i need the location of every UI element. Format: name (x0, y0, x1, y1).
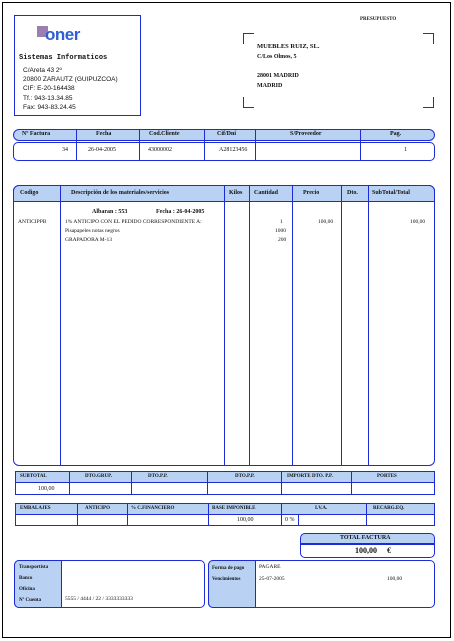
row-total: 100,00 (410, 219, 426, 225)
label-subtotal: SUBTOTAL (20, 474, 47, 479)
row-quantity: 1000 (275, 228, 286, 234)
company-cif: CIF: E-20-164438 (23, 85, 75, 92)
value-iva-percent: 0 % (285, 517, 295, 523)
company-box (14, 15, 141, 116)
due-amount: 100,00 (387, 576, 403, 582)
row-description: GRAPADORA M-13 (65, 237, 113, 243)
col-date: Fecha (96, 131, 112, 137)
label-dto-pp: DTO.P.P. (148, 474, 168, 479)
col-cif: Cif/Dni (217, 131, 237, 137)
company-address: C/Areta 43 2º (23, 67, 62, 74)
company-fax: Fax: 943-83.24.45 (23, 104, 76, 111)
col-invoice-number: Nº Factura (22, 131, 51, 137)
corner-mark (243, 33, 254, 44)
account-number: 5555 / 4444 / 22 / 3333333333 (65, 596, 133, 602)
label-recargo: RECARG.EQ. (373, 506, 405, 511)
col-price: Precio (303, 190, 320, 196)
invoice-date: 26-04-2005 (88, 147, 116, 153)
value-subtotal: 100,00 (38, 486, 55, 492)
label-portes: PORTES (377, 474, 397, 479)
row-price: 100,00 (318, 219, 334, 225)
col-description: Descripción de los materiales/servicios (71, 190, 170, 196)
corner-mark (243, 97, 254, 108)
company-logo: oner (45, 25, 80, 44)
label-vencimientos: Vencimientos (212, 577, 241, 582)
customer-name: MUEBLES RUIZ, SL. (257, 43, 320, 50)
row-quantity: 1 (280, 219, 283, 225)
corner-mark (423, 97, 434, 108)
col-subtotal: SubTotal/Total (372, 190, 410, 196)
company-city: 20800 ZARAUTZ (GUIPUZCOA) (23, 76, 118, 83)
customer-province: MADRID (257, 83, 283, 89)
label-iva: I.V.A. (315, 506, 328, 511)
label-dto-grup: DTO.GRUP. (85, 474, 112, 479)
albaran-number: Albaran : 553 (92, 209, 128, 215)
label-base-imponible: BASE IMPONIBLE (212, 506, 256, 511)
invoice-number: 34 (62, 147, 68, 153)
customer-street: C/Los Olmos, 5 (257, 54, 297, 60)
label-dto-pp-2: DTO.P.P. (235, 474, 255, 479)
col-page: Pag. (390, 131, 402, 137)
col-code: Codigo (20, 190, 39, 196)
customer-city: 28001 MADRID (257, 73, 299, 79)
company-phone: Tf.: 943-13.34.85 (23, 95, 73, 102)
document-type-label: PRESUPUESTO (360, 17, 397, 22)
col-quantity: Cantidad (254, 190, 279, 196)
client-code: 43000002 (148, 147, 172, 153)
total-factura-label: TOTAL FACTURA (340, 535, 391, 541)
row-code: ANTICIPPB (18, 219, 47, 225)
row-description: 1% ANTICIPO CON EL PEDIDO CORRESPONDIENTE A: (65, 219, 202, 225)
totals-table-1-head (15, 471, 435, 483)
total-factura-value: 100,00 (355, 546, 377, 555)
row-quantity: 200 (278, 237, 287, 243)
label-anticipo: ANTICIPO (85, 506, 111, 511)
label-transportista: Transportista (19, 565, 49, 570)
label-forma-pago: Forma de pago (212, 566, 245, 571)
col-kilos: Kilos (229, 190, 243, 196)
due-date: 25-07-2005 (259, 576, 285, 582)
label-c-financiero: % C.FINANCIERO (131, 506, 175, 511)
label-embalajes: EMBALAJES (20, 506, 51, 511)
label-cuenta: Nº Cuenta (19, 598, 42, 603)
label-oficina: Oficina (19, 587, 35, 592)
payment-method: PAGARE (259, 564, 281, 570)
page-number: 1 (404, 147, 407, 153)
value-base-imponible: 100,00 (237, 517, 254, 523)
col-client-code: Cod.Cliente (149, 131, 180, 137)
label-importe-dto: IMPORTE DTO. P.P. (287, 474, 333, 479)
col-supplier: S/Proveedor (290, 131, 322, 137)
currency-symbol: € (387, 546, 391, 555)
company-name: Sistemas Informaticos (19, 54, 108, 62)
albaran-date: Fecha : 26-04-2005 (156, 209, 205, 215)
row-description: Pisapapeles notas negros (65, 228, 120, 234)
col-discount: Dto. (347, 190, 358, 196)
corner-mark (423, 33, 434, 44)
client-cif: A28123456 (219, 147, 248, 153)
label-banco: Banco (19, 576, 33, 581)
